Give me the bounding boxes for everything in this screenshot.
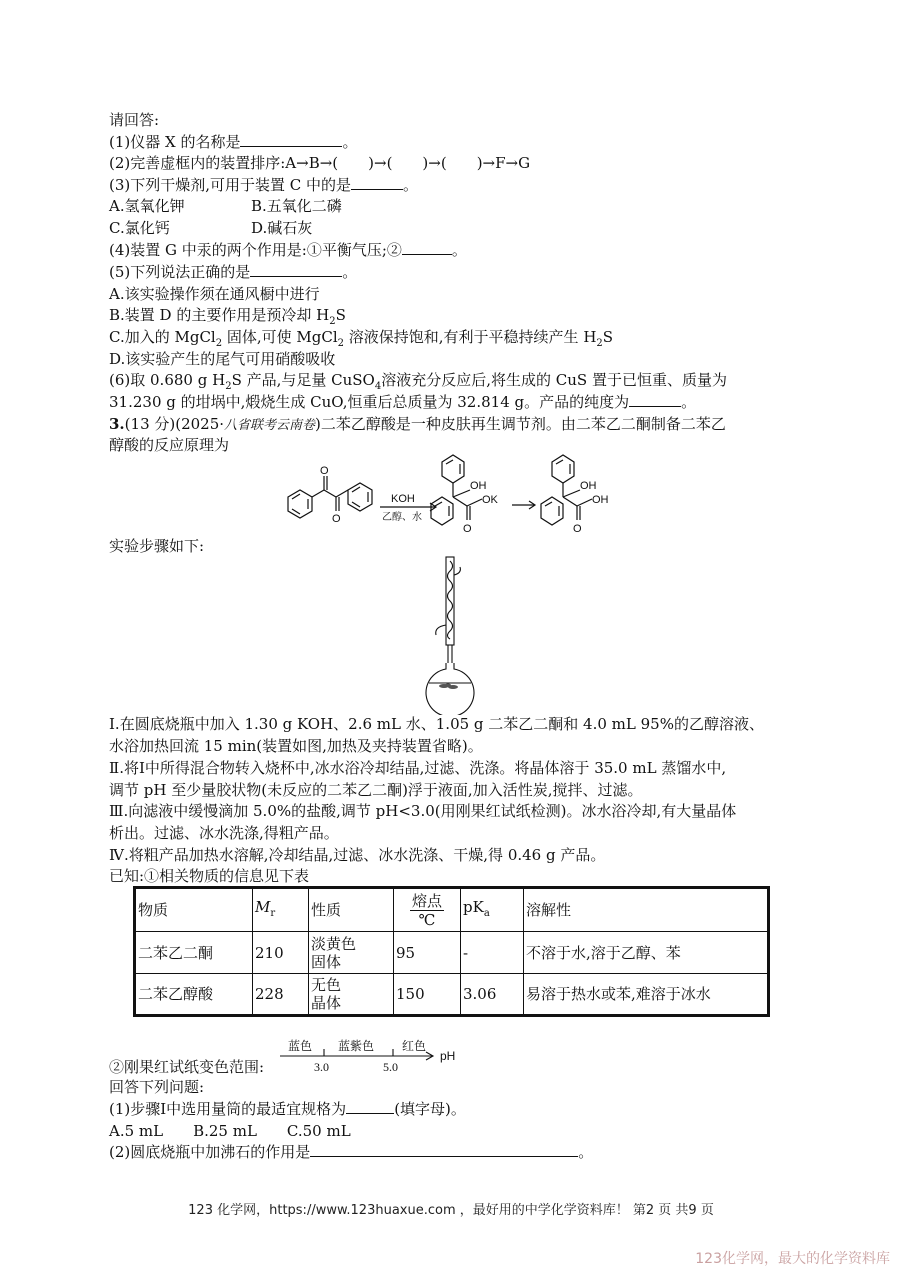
congo-purple-label: 蓝紫色 bbox=[338, 1039, 375, 1053]
answer-blank[interactable] bbox=[310, 1142, 578, 1157]
cell-substance: 二苯乙醇酸 bbox=[135, 974, 253, 1016]
statement-b: B.装置 D 的主要作用是预冷却 $H_2S$ bbox=[109, 306, 346, 327]
congo-red-scale bbox=[278, 1036, 468, 1076]
cell-solubility: 易溶于热水或苯,难溶于冰水 bbox=[524, 974, 769, 1016]
answer-blank[interactable] bbox=[351, 175, 403, 190]
table-header-row bbox=[135, 888, 769, 932]
cell-pka: - bbox=[461, 932, 524, 974]
answer-intro: 回答下列问题: bbox=[109, 1078, 205, 1096]
q2-part2: (2)完善虚框内的装置排序:A→B→( )→( )→( )→F→G bbox=[109, 154, 531, 172]
cell-melting-point: 150 bbox=[394, 974, 461, 1016]
statement-d: D.该实验产生的尾气可用硝酸吸收 bbox=[109, 350, 336, 368]
answer-blank[interactable] bbox=[629, 392, 681, 407]
answer-blank[interactable] bbox=[346, 1099, 394, 1114]
step-1-cont: 水浴加热回流 15 min(装置如图,加热及夹持装置省略)。 bbox=[109, 737, 483, 755]
step-3: Ⅲ.向滤液中缓慢滴加 5.0%的盐酸,调节 pH<3.0(用刚果红试纸检测)。冰水浴冷却,有大量晶体 bbox=[109, 802, 737, 820]
oh-label: OH bbox=[592, 494, 609, 506]
answer-blank[interactable] bbox=[250, 262, 342, 277]
option-a: A.氢氧化钾 bbox=[109, 197, 185, 215]
cell-melting-point: 95 bbox=[394, 932, 461, 974]
q3-heading: 3.(13 分)(2025·八省联考云南卷)二苯乙醇酸是一种皮肤再生调节剂。由二苯乙二酮制备二苯乙 bbox=[109, 415, 726, 433]
q3-part1: (1)步骤Ⅰ中选用量筒的最适宜规格为 (填字母)。 bbox=[109, 1100, 466, 1118]
congo-red-color-label: 红色 bbox=[402, 1039, 427, 1053]
cell-mr: 210 bbox=[253, 932, 309, 974]
carbonyl-o-label: O bbox=[573, 523, 582, 535]
option-c: C.氯化钙 bbox=[109, 219, 170, 237]
benzene-ring bbox=[442, 455, 464, 483]
q2-part1: (1)仪器 X 的名称是 。 bbox=[109, 133, 358, 151]
q2-part3: (3)下列干燥剂,可用于装置 C 中的是 。 bbox=[109, 176, 419, 194]
cell-substance: 二苯乙二酮 bbox=[135, 932, 253, 974]
table-row bbox=[135, 974, 769, 1016]
reagent-koh: KOH bbox=[391, 493, 415, 505]
congo-red-label: ②刚果红试纸变色范围: bbox=[109, 1058, 265, 1076]
statement-c: C.加入的 MgCl$_2$ 固体,可使 MgCl$_2$ 溶液保持饱和,有利于平稳持续产生 $H_2S$ bbox=[109, 328, 614, 349]
header-melting-point: 熔点 ℃ bbox=[394, 888, 461, 932]
reagent-solvent: 乙醇、水 bbox=[382, 512, 422, 523]
q2-part5: (5)下列说法正确的是 。 bbox=[109, 263, 358, 281]
q2-part4: (4)装置 G 中汞的两个作用是:①平衡气压;② 。 bbox=[109, 241, 467, 259]
reflux-apparatus bbox=[420, 555, 485, 715]
page-footer: 123 化学网，https://www.123huaxue.com ，最好用的中学化学资料库！ 第2 页 共9 页 bbox=[188, 1203, 714, 1218]
carbonyl-o-label: O bbox=[320, 465, 329, 477]
cell-pka: 3.06 bbox=[461, 974, 524, 1016]
q3-heading-cont: 醇酸的反应原理为 bbox=[109, 436, 230, 454]
oh-label: OH bbox=[470, 480, 487, 492]
q2-part6: (6)取 0.680 g $H_2S$ 产品,与足量 CuSO$_4$溶液充分反应后,将生成的 CuS 置于已恒重、质量为 bbox=[109, 371, 727, 392]
carbonyl-o-label: O bbox=[332, 513, 341, 525]
q3-part1-options: A.5 mL B.25 mL C.50 mL bbox=[109, 1122, 351, 1140]
option-d: D.碱石灰 bbox=[251, 219, 313, 237]
header-property: 性质 bbox=[309, 888, 394, 932]
known-intro: 已知:①相关物质的信息见下表 bbox=[109, 867, 310, 885]
intro-line: 请回答: bbox=[109, 111, 160, 129]
cell-property: 淡黄色 固体 bbox=[309, 932, 394, 974]
step-2: Ⅱ.将Ⅰ中所得混合物转入烧杯中,冰水浴冷却结晶,过滤、洗涤。将晶体溶于 35.0 mL 蒸馏水中, bbox=[109, 759, 727, 777]
oh-label: OH bbox=[580, 480, 597, 492]
option-b: B.五氧化二磷 bbox=[251, 197, 342, 215]
tick-label: 5.0 bbox=[383, 1060, 398, 1074]
header-solubility: 溶解性 bbox=[524, 888, 769, 932]
answer-blank[interactable] bbox=[402, 240, 452, 255]
step-4: Ⅳ.将粗产品加热水溶解,冷却结晶,过滤、冰水洗涤、干燥,得 0.46 g 产品。 bbox=[109, 846, 606, 864]
ok-label: OK bbox=[482, 494, 498, 506]
benzene-ring bbox=[431, 497, 453, 525]
header-pka: $pK_a$ bbox=[461, 888, 524, 932]
answer-blank[interactable] bbox=[240, 132, 342, 147]
steps-intro: 实验步骤如下: bbox=[109, 537, 205, 555]
header-mr: $M_r$ bbox=[253, 888, 309, 932]
table-row bbox=[135, 932, 769, 974]
cell-property: 无色 晶体 bbox=[309, 974, 394, 1016]
ph-label: pH bbox=[440, 1049, 456, 1063]
header-substance: 物质 bbox=[135, 888, 253, 932]
tick-label: 3.0 bbox=[314, 1060, 329, 1074]
step-3-cont: 析出。过滤、冰水洗涤,得粗产品。 bbox=[109, 824, 339, 842]
statement-a: A.该实验操作须在通风橱中进行 bbox=[109, 285, 320, 303]
cell-mr: 228 bbox=[253, 974, 309, 1016]
carbonyl-o-label: O bbox=[463, 523, 472, 535]
benzene-ring bbox=[541, 497, 563, 525]
step-1: Ⅰ.在圆底烧瓶中加入 1.30 g KOH、2.6 mL 水、1.05 g 二苯乙二酮和 4.0 mL 95%的乙醇溶液、 bbox=[109, 715, 764, 733]
reaction-scheme bbox=[270, 450, 640, 535]
benzene-ring bbox=[552, 455, 574, 483]
q2-part6-cont: 31.230 g 的坩埚中,煅烧生成 CuO,恒重后总质量为 32.814 g。产品的纯度为 。 bbox=[109, 393, 697, 411]
congo-blue-label: 蓝色 bbox=[288, 1039, 313, 1053]
watermark: 123化学网，最大的化学资料库 bbox=[695, 1251, 890, 1267]
cell-solubility: 不溶于水,溶于乙醇、苯 bbox=[524, 932, 769, 974]
property-table bbox=[133, 886, 770, 1017]
step-2-cont: 调节 pH 至少量胶状物(未反应的二苯乙二酮)浮于液面,加入活性炭,搅拌、过滤。 bbox=[109, 781, 643, 799]
q3-part2: (2)圆底烧瓶中加沸石的作用是 。 bbox=[109, 1143, 594, 1161]
